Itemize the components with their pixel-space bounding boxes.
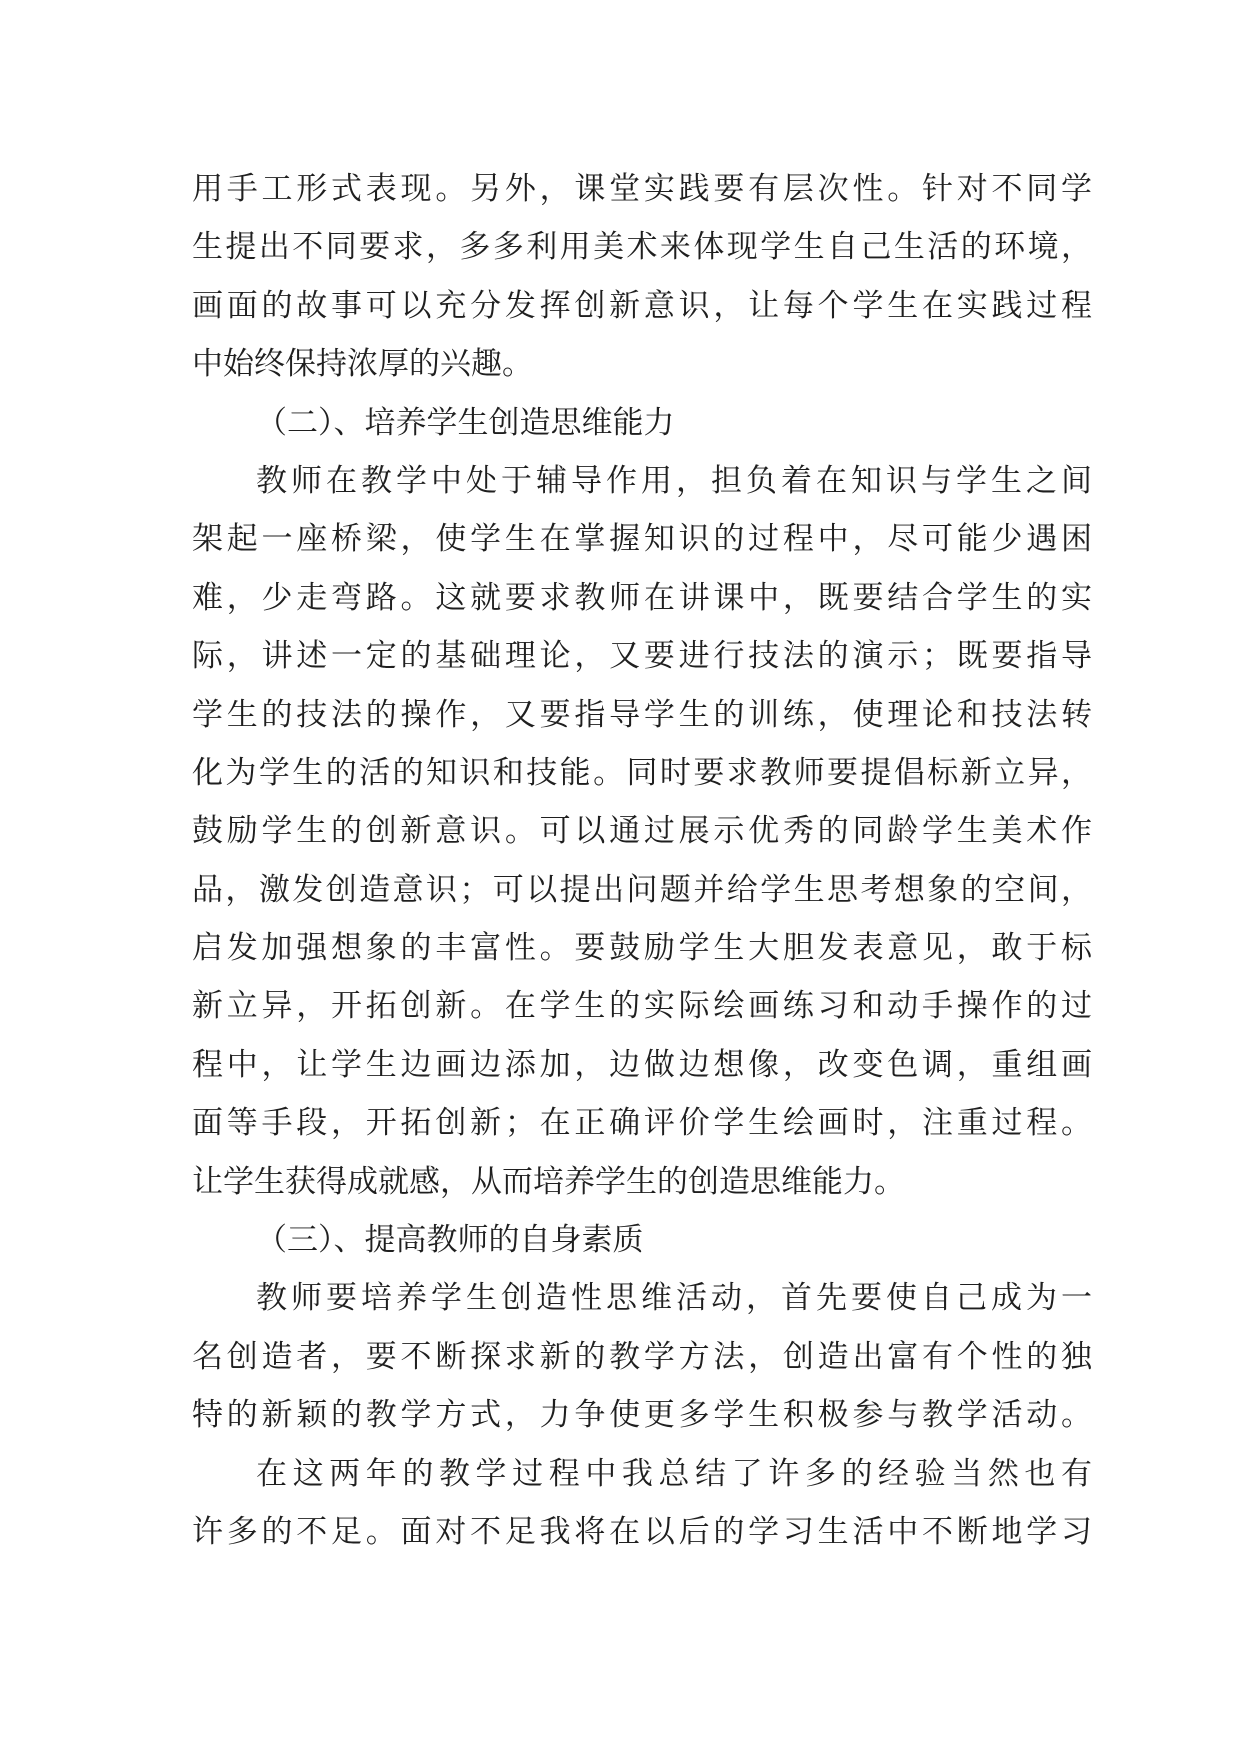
text-line-13: 品，激发创造意识；可以提出问题并给学生思考想象的空间， [192,871,1092,908]
text-line-8: 难，少走弯路。这就要求教师在讲课中，既要结合学生的实 [192,579,1092,616]
text-line-14: 启发加强想象的丰富性。要鼓励学生大胆发表意见，敢于标 [192,930,1092,967]
text-line-24: 许多的不足。面对不足我将在以后的学习生活中不断地学习 [192,1513,1092,1550]
text-line-21: 名创造者，要不断探求新的教学方法，创造出富有个性的独 [192,1338,1092,1375]
text-line-10: 学生的技法的操作，又要指导学生的训练，使理论和技法转 [192,696,1092,733]
text-line-15: 新立异，开拓创新。在学生的实际绘画练习和动手操作的过 [192,988,1092,1025]
text-line-12: 鼓励学生的创新意识。可以通过展示优秀的同龄学生美术作 [192,813,1092,850]
text-line-3: 画面的故事可以充分发挥创新意识，让每个学生在实践过程 [192,287,1092,324]
text-line-2: 生提出不同要求，多多利用美术来体现学生自己生活的环境， [192,229,1092,266]
section-heading-3: （三）、提高教师的自身素质 [256,1222,644,1259]
text-line-9: 际，讲述一定的基础理论，又要进行技法的演示；既要指导 [192,638,1092,675]
text-line-7: 架起一座桥梁，使学生在掌握知识的过程中，尽可能少遇困 [192,521,1092,558]
section-heading-2: （二）、培养学生创造思维能力 [256,404,675,441]
text-line-23: 在这两年的教学过程中我总结了许多的经验当然也有 [256,1455,1092,1492]
text-line-11: 化为学生的活的知识和技能。同时要求教师要提倡标新立异， [192,754,1092,791]
text-line-4: 中始终保持浓厚的兴趣。 [192,346,533,383]
document-text [192,160,1092,1561]
text-line-17: 面等手段，开拓创新；在正确评价学生绘画时，注重过程。 [192,1105,1092,1142]
text-line-22: 特的新颖的教学方式，力争使更多学生积极参与教学活动。 [192,1397,1092,1434]
text-line-16: 程中，让学生边画边添加，边做边想像，改变色调，重组画 [192,1046,1092,1083]
text-line-18: 让学生获得成就感，从而培养学生的创造思维能力。 [192,1163,905,1200]
text-line-6: 教师在教学中处于辅导作用，担负着在知识与学生之间 [256,462,1092,499]
text-line-20: 教师要培养学生创造性思维活动，首先要使自己成为一 [256,1280,1092,1317]
text-line-1: 用手工形式表现。另外，课堂实践要有层次性。针对不同学 [192,171,1092,207]
